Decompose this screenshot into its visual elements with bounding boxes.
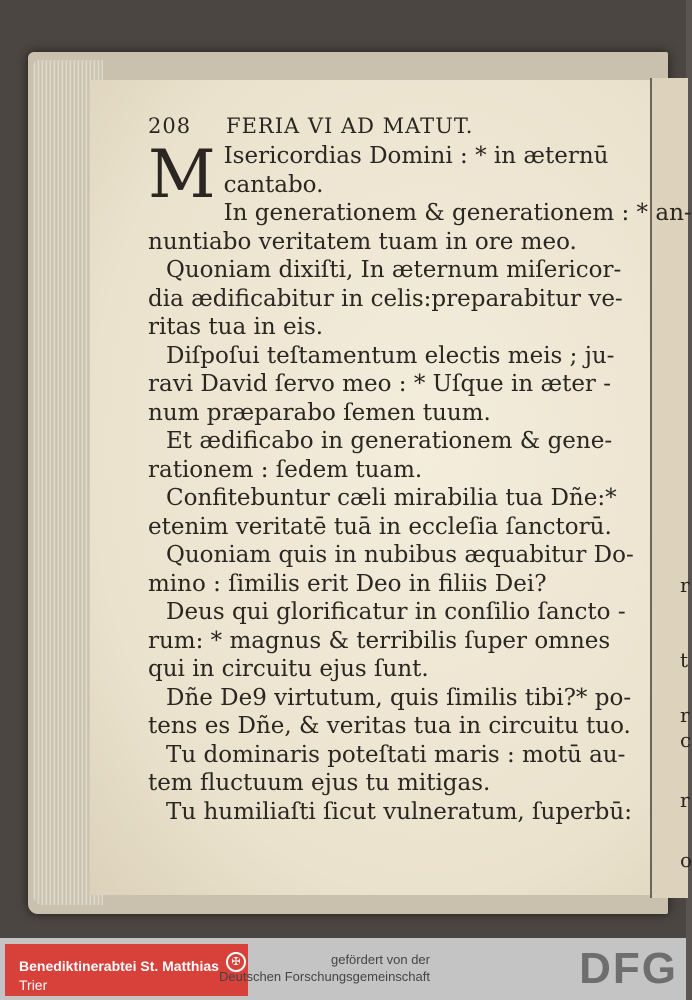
org-name: Benediktinerabtei St. Matthias: [19, 958, 219, 974]
facing-fragment: r: [680, 788, 690, 812]
text-line: mino : ſimilis erit Deo in filiis Dei?: [148, 570, 547, 597]
text-line: Quoniam quis in nubibus æquabitur Do-: [166, 542, 634, 568]
attribution-footer: [0, 938, 686, 1000]
facing-fragment: r: [680, 703, 690, 727]
text-line: qui in circuitu ejus ſunt.: [148, 656, 429, 682]
facing-fragment: c: [680, 728, 692, 752]
text-line: rum: * magnus & terribilis ſuper omnes: [148, 627, 611, 654]
running-head-title: FERIA VI AD MATUT.: [226, 114, 474, 138]
text-line: etenim veritatē tuā in eccleſia ſanctorū.: [148, 513, 612, 540]
text-line: ravi David ſervo meo : * Uſque in æter -: [148, 371, 612, 397]
facing-fragment: t: [680, 648, 689, 672]
text-line: Dñe De9 virtutum, quis ſimilis tibi?* po-: [166, 684, 632, 711]
text-line: Et ædificabo in generationem & gene-: [166, 428, 613, 454]
text-line: nuntiabo veritatem tuam in ore meo.: [148, 228, 577, 255]
page-text: [148, 110, 692, 826]
text-line: Quoniam dixiſti, In æternum miſericor-: [166, 257, 622, 283]
text-line: dia ædificabitur in celis:preparabitur ve-: [148, 285, 623, 312]
text-line: Confitebuntur cæli mirabilia tua Dñe:*: [166, 485, 617, 511]
drop-capital: M: [148, 136, 216, 213]
facing-fragment: o: [680, 848, 692, 872]
text-line: Deus qui glorificatur in conſilio ſancto -: [166, 599, 626, 625]
text-line: tem fluctuum ejus tu mitigas.: [148, 770, 491, 796]
org-badge[interactable]: [5, 944, 248, 996]
text-line: rationem : ſedem tuam.: [148, 456, 423, 483]
org-city: Trier: [19, 977, 48, 993]
facing-fragment: r: [680, 573, 690, 597]
text-line: num præparabo ſemen tuum.: [148, 399, 491, 426]
page-number: 208: [148, 114, 192, 138]
funding-line-2: Deutschen Forschungsgemeinschaft: [218, 969, 430, 984]
text-line: Diſpoſui teſtamentum electis meis ; ju-: [166, 342, 615, 369]
text-line: Tu humiliaſti ſicut vulneratum, ſuperbū:: [166, 798, 632, 825]
text-line: Tu dominaris poteſtati maris : motū au-: [166, 741, 626, 768]
text-line: tens es Dñe, & veritas tua in circuitu tuo.: [148, 713, 631, 739]
text-line: Isericordias Domini : * in æternū: [223, 143, 609, 169]
abbey-seal-icon: ✠: [226, 952, 246, 972]
running-header: [148, 110, 623, 142]
funding-line-1: gefördert von der: [330, 952, 430, 967]
text-line: In generationem & generationem : * an-: [223, 200, 692, 226]
text-line: ritas tua in eis.: [148, 314, 324, 340]
text-line: cantabo.: [223, 171, 324, 198]
dfg-logo[interactable]: DFG: [579, 944, 678, 993]
